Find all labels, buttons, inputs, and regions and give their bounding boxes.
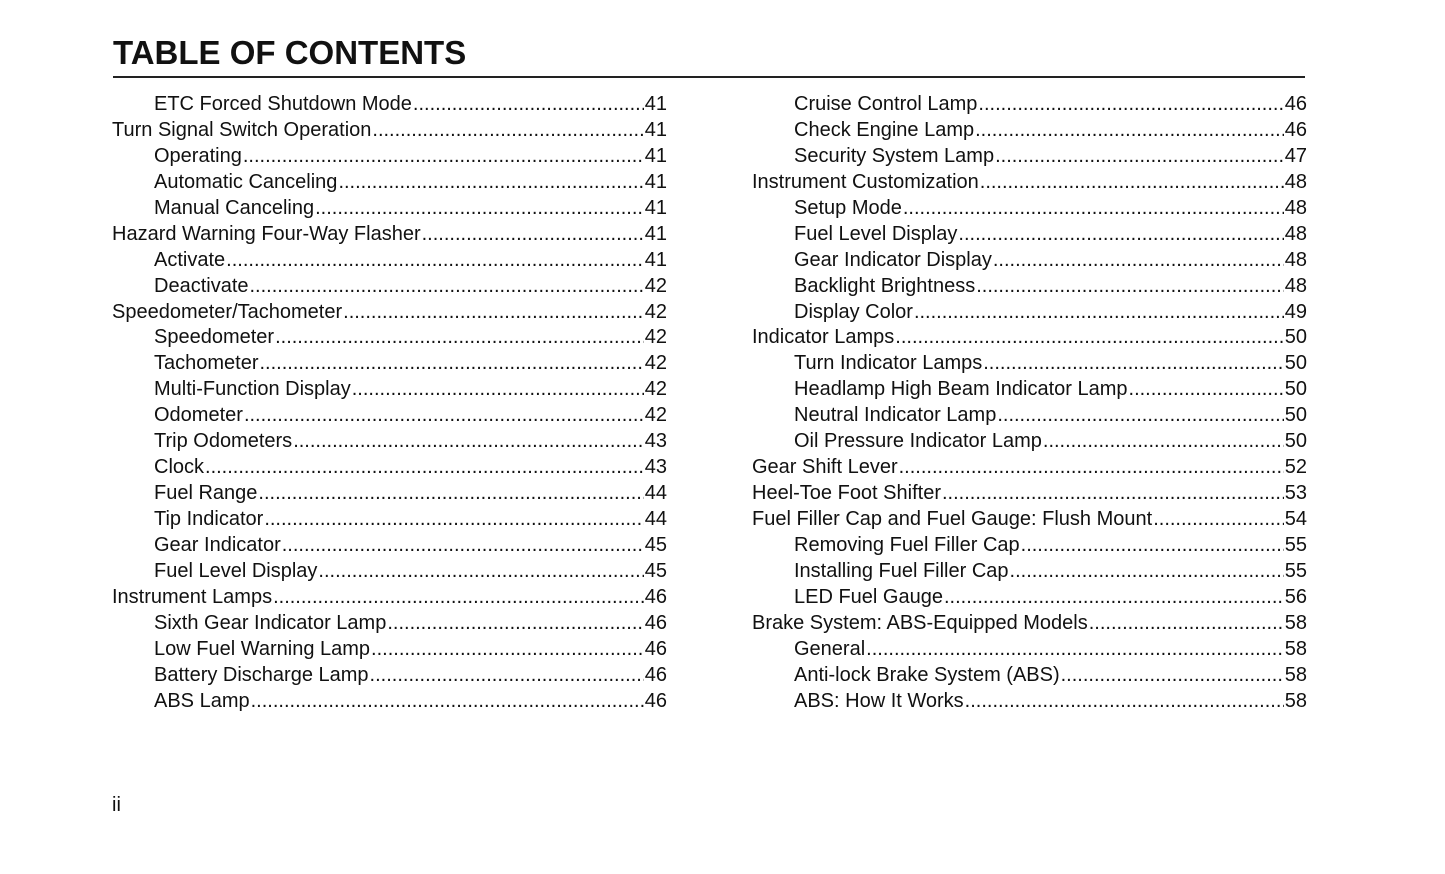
dot-leader	[338, 170, 643, 196]
toc-entry-page: 48	[1284, 222, 1307, 245]
toc-entry-page: 58	[1284, 611, 1307, 634]
toc-entry-page: 50	[1284, 430, 1307, 453]
dot-leader	[258, 481, 643, 507]
toc-entry-page: 41	[644, 196, 667, 219]
toc-entry-label: Trip Odometers	[154, 430, 293, 453]
toc-entry-label: Multi-Function Display	[154, 378, 351, 401]
toc-entry-label: Check Engine Lamp	[794, 118, 975, 141]
toc-entry-page: 41	[644, 170, 667, 193]
toc-entry-label: Neutral Indicator Lamp	[794, 404, 997, 427]
toc-entry-label: Removing Fuel Filler Cap	[794, 533, 1020, 556]
toc-subentry[interactable]	[112, 663, 667, 689]
toc-entry-page: 42	[644, 352, 667, 375]
toc-entry-page: 41	[644, 93, 667, 115]
toc-entry-page: 42	[644, 404, 667, 427]
toc-subentry[interactable]	[752, 403, 1307, 429]
dot-leader	[422, 222, 644, 248]
dot-leader	[895, 325, 1283, 351]
toc-entry-label: Tachometer	[154, 352, 259, 375]
toc-subentry[interactable]	[752, 351, 1307, 377]
dot-leader	[899, 455, 1284, 481]
toc-entry-label: Deactivate	[154, 274, 249, 297]
toc-entry-page: 58	[1284, 689, 1307, 712]
toc-subentry[interactable]	[112, 689, 667, 715]
toc-entry-page: 48	[1284, 196, 1307, 219]
toc-subentry[interactable]	[112, 325, 667, 351]
page-number: ii	[112, 794, 121, 816]
toc-subentry[interactable]	[752, 689, 1307, 715]
toc-entry-label: Turn Indicator Lamps	[794, 352, 983, 375]
dot-leader	[1010, 559, 1284, 585]
dot-leader	[244, 403, 644, 429]
dot-leader	[983, 351, 1284, 377]
toc-entry-label: Speedometer	[154, 326, 275, 349]
toc-entry-page: 42	[644, 326, 667, 349]
toc-entry-label: Tip Indicator	[154, 508, 264, 530]
toc-entry-page: 44	[644, 508, 667, 530]
toc-right-column	[752, 92, 1307, 715]
dot-leader	[866, 637, 1284, 663]
toc-subentry[interactable]	[112, 248, 667, 274]
toc-entry[interactable]	[752, 325, 1307, 351]
toc-entry-page: 46	[644, 663, 667, 686]
dot-leader	[275, 325, 644, 351]
toc-entry-page: 45	[644, 559, 667, 582]
toc-subentry[interactable]	[752, 248, 1307, 274]
dot-leader	[205, 455, 644, 481]
toc-subentry[interactable]	[112, 533, 667, 559]
dot-leader	[371, 637, 644, 663]
toc-subentry[interactable]	[752, 300, 1307, 326]
toc-entry-page: 43	[644, 430, 667, 453]
toc-entry-label: Fuel Level Display	[794, 222, 958, 245]
toc-entry[interactable]	[752, 455, 1307, 481]
toc-entry-label: Operating	[154, 144, 242, 167]
dot-leader	[1129, 377, 1284, 403]
dot-leader	[243, 144, 644, 170]
toc-subentry[interactable]	[112, 455, 667, 481]
dot-leader	[315, 196, 644, 222]
toc-entry-page: 49	[1284, 300, 1307, 323]
toc-entry-page: 58	[1284, 637, 1307, 660]
toc-entry-label: Instrument Customization	[752, 170, 979, 193]
toc-entry-label: Manual Canceling	[154, 196, 315, 219]
toc-entry-page: 41	[644, 222, 667, 245]
dot-leader	[958, 222, 1283, 248]
dot-leader	[251, 689, 644, 715]
dot-leader	[944, 585, 1284, 611]
toc-left-column	[112, 92, 667, 715]
toc-entry-page: 46	[1284, 93, 1307, 115]
toc-subentry[interactable]	[112, 481, 667, 507]
toc-entry-page: 42	[644, 274, 667, 297]
toc-entry-page: 44	[644, 482, 667, 505]
toc-subentry[interactable]	[752, 585, 1307, 611]
toc-entry-label: Battery Discharge Lamp	[154, 663, 369, 686]
dot-leader	[993, 248, 1284, 274]
toc-entry-label: Display Color	[794, 300, 913, 323]
toc-entry-label: ABS Lamp	[154, 689, 250, 712]
toc-entry-page: 55	[1284, 559, 1307, 582]
toc-entry-page: 43	[644, 456, 667, 479]
dot-leader	[273, 585, 644, 611]
toc-entry-page: 50	[1284, 326, 1307, 349]
toc-entry-label: Hazard Warning Four-Way Flasher	[112, 222, 421, 245]
toc-subentry[interactable]	[112, 351, 667, 377]
toc-subentry[interactable]	[752, 663, 1307, 689]
toc-subentry[interactable]	[112, 144, 667, 170]
toc-entry-label: ABS: How It Works	[794, 689, 964, 712]
toc-entry-label: Automatic Canceling	[154, 170, 338, 193]
toc-entry-page: 55	[1284, 533, 1307, 556]
toc-entry-label: Oil Pressure Indicator Lamp	[794, 430, 1042, 453]
dot-leader	[995, 144, 1284, 170]
toc-entry-label: Installing Fuel Filler Cap	[794, 559, 1009, 582]
toc-entry-page: 52	[1284, 456, 1307, 479]
dot-leader	[282, 533, 644, 559]
toc-entry-page: 41	[644, 248, 667, 271]
dot-leader	[942, 481, 1284, 507]
dot-leader	[293, 429, 644, 455]
dot-leader	[978, 92, 1283, 118]
toc-subentry[interactable]	[752, 222, 1307, 248]
toc-entry-label: Indicator Lamps	[752, 326, 895, 349]
toc-entry-label: Gear Indicator Display	[794, 248, 992, 271]
dot-leader	[997, 403, 1283, 429]
toc-entry-page: 50	[1284, 404, 1307, 427]
toc-subentry[interactable]	[112, 377, 667, 403]
toc-entry-page: 42	[644, 300, 667, 323]
dot-leader	[260, 351, 644, 377]
dot-leader	[264, 507, 643, 533]
toc-entry-label: Heel-Toe Foot Shifter	[752, 482, 941, 505]
toc-subentry[interactable]	[112, 507, 667, 533]
toc-entry-page: 48	[1284, 248, 1307, 271]
dot-leader	[976, 274, 1284, 300]
toc-entry-label: ETC Forced Shutdown Mode	[154, 93, 412, 115]
toc-entry-page: 42	[644, 378, 667, 401]
dot-leader	[370, 663, 644, 689]
dot-leader	[1153, 507, 1284, 533]
dot-leader	[1043, 429, 1284, 455]
toc-subentry[interactable]	[752, 92, 1307, 118]
toc-entry[interactable]	[752, 170, 1307, 196]
toc-entry-label: Odometer	[154, 404, 243, 427]
toc-entry-label: Anti-lock Brake System (ABS)	[794, 663, 1060, 686]
toc-subentry[interactable]	[112, 196, 667, 222]
toc-subentry[interactable]	[112, 611, 667, 637]
toc-entry-page: 46	[644, 611, 667, 634]
toc-entry-page: 45	[644, 533, 667, 556]
dot-leader	[1021, 533, 1284, 559]
dot-leader	[975, 118, 1284, 144]
toc-subentry[interactable]	[112, 170, 667, 196]
dot-leader	[250, 274, 644, 300]
dot-leader	[903, 196, 1284, 222]
toc-entry-label: Security System Lamp	[794, 144, 995, 167]
toc-entry-label: Headlamp High Beam Indicator Lamp	[794, 378, 1128, 401]
toc-subentry[interactable]	[112, 274, 667, 300]
toc-entry-label: Fuel Filler Cap and Fuel Gauge: Flush Mount	[752, 508, 1153, 530]
toc-subentry[interactable]	[112, 92, 667, 118]
toc-entry-label: Gear Shift Lever	[752, 456, 898, 479]
toc-entry-page: 53	[1284, 482, 1307, 505]
toc-entry-label: Instrument Lamps	[112, 585, 273, 608]
toc-subentry[interactable]	[752, 377, 1307, 403]
toc-entry-label: Setup Mode	[794, 196, 902, 219]
toc-entry-page: 58	[1284, 663, 1307, 686]
toc-entry-page: 47	[1284, 144, 1307, 167]
dot-leader	[318, 559, 643, 585]
toc-entry[interactable]	[112, 222, 667, 248]
toc-entry-label: Brake System: ABS-Equipped Models	[752, 611, 1088, 634]
dot-leader	[343, 300, 644, 326]
toc-subentry[interactable]	[752, 118, 1307, 144]
toc-entry-page: 54	[1284, 508, 1307, 530]
toc-entry-label: Clock	[154, 456, 205, 479]
dot-leader	[226, 248, 644, 274]
toc-entry-label: Fuel Range	[154, 482, 258, 505]
dot-leader	[387, 611, 643, 637]
toc-entry[interactable]	[752, 507, 1307, 533]
toc-entry-page: 50	[1284, 378, 1307, 401]
toc-entry-page: 46	[1284, 118, 1307, 141]
toc-entry-page: 41	[644, 118, 667, 141]
dot-leader	[1061, 663, 1284, 689]
dot-leader	[1089, 611, 1284, 637]
toc-subentry[interactable]	[752, 637, 1307, 663]
toc-subentry[interactable]	[752, 429, 1307, 455]
toc-entry-page: 46	[644, 585, 667, 608]
toc-entry-label: Gear Indicator	[154, 533, 281, 556]
toc-subentry[interactable]	[112, 403, 667, 429]
toc-entry-page: 41	[644, 144, 667, 167]
toc-entry-page: 48	[1284, 274, 1307, 297]
toc-subentry[interactable]	[752, 144, 1307, 170]
toc-entry-page: 46	[644, 637, 667, 660]
toc-entry-label: Cruise Control Lamp	[794, 93, 978, 115]
toc-entry-label: Activate	[154, 248, 226, 271]
toc-subentry[interactable]	[752, 274, 1307, 300]
toc-entry-page: 46	[644, 689, 667, 712]
toc-entry[interactable]	[112, 300, 667, 326]
toc-subentry[interactable]	[112, 637, 667, 663]
toc-entry[interactable]	[752, 481, 1307, 507]
dot-leader	[980, 170, 1284, 196]
toc-entry-label: Backlight Brightness	[794, 274, 976, 297]
title-divider	[113, 76, 1305, 78]
dot-leader	[965, 689, 1284, 715]
toc-entry-label: Turn Signal Switch Operation	[112, 118, 372, 141]
toc-entry[interactable]	[112, 118, 667, 144]
toc-entry[interactable]	[112, 585, 667, 611]
toc-entry-label: LED Fuel Gauge	[794, 585, 943, 608]
page-title: TABLE OF CONTENTS	[113, 34, 467, 71]
toc-entry-label: Speedometer/Tachometer	[112, 300, 343, 323]
toc-subentry[interactable]	[752, 196, 1307, 222]
toc-entry-page: 56	[1284, 585, 1307, 608]
toc-entry-label: Low Fuel Warning Lamp	[154, 637, 371, 660]
dot-leader	[352, 377, 644, 403]
dot-leader	[372, 118, 643, 144]
toc-entry-label: Sixth Gear Indicator Lamp	[154, 611, 387, 634]
dot-leader	[413, 92, 644, 118]
dot-leader	[914, 300, 1284, 326]
toc-entry-page: 48	[1284, 170, 1307, 193]
toc-entry[interactable]	[752, 611, 1307, 637]
toc-subentry[interactable]	[112, 429, 667, 455]
toc-entry-label: General	[794, 637, 866, 660]
toc-entry-page: 50	[1284, 352, 1307, 375]
toc-subentry[interactable]	[752, 533, 1307, 559]
toc-subentry[interactable]	[112, 559, 667, 585]
toc-subentry[interactable]	[752, 559, 1307, 585]
toc-entry-label: Fuel Level Display	[154, 559, 318, 582]
